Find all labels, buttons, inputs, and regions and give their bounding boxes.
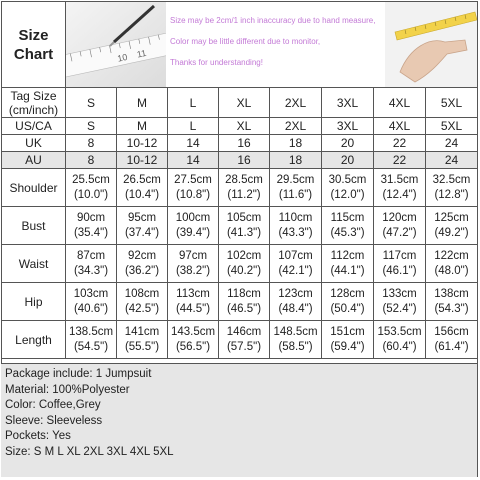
- waist-inch: (42.1"): [278, 264, 313, 277]
- uk-value: 14: [168, 135, 219, 152]
- length-label: Length: [2, 321, 66, 359]
- shoulder-cm: 31.5cm: [380, 173, 419, 186]
- hip-cm: 138cm: [434, 287, 469, 300]
- hip-cm: 108cm: [124, 287, 160, 300]
- au-value: 10-12: [117, 152, 168, 169]
- bust-inch: (49.2"): [434, 226, 469, 239]
- waist-cm: 122cm: [434, 249, 469, 262]
- au-value: 16: [219, 152, 270, 169]
- length-cm: 156cm: [434, 325, 469, 338]
- tag-size-l: L: [168, 88, 219, 118]
- uk-value: 8: [66, 135, 117, 152]
- waist-cm: 102cm: [226, 249, 262, 262]
- waist-inch: (46.1"): [382, 264, 417, 277]
- length-inch: (57.5"): [226, 340, 262, 353]
- length-inch: (60.4"): [382, 340, 417, 353]
- waist-cm: 97cm: [178, 249, 208, 262]
- bust-cell: [322, 207, 374, 245]
- waist-cm: 92cm: [127, 249, 157, 262]
- shoulder-label: Shoulder: [2, 169, 66, 207]
- shoulder-inch: (12.8"): [434, 188, 469, 201]
- waist-cell: [117, 245, 168, 283]
- bust-cm: 105cm: [226, 211, 262, 224]
- hip-cell: [322, 283, 374, 321]
- waist-cell: [426, 245, 478, 283]
- waist-cm: 117cm: [382, 249, 417, 262]
- tag-size-m: M: [117, 88, 168, 118]
- uk-row: [2, 135, 478, 152]
- shoulder-cell: [219, 169, 270, 207]
- shoulder-cm: 30.5cm: [328, 173, 367, 186]
- shoulder-inch: (11.2"): [227, 188, 261, 201]
- waist-cell: [219, 245, 270, 283]
- bust-cell: [117, 207, 168, 245]
- shoulder-cm: 27.5cm: [174, 173, 212, 186]
- shoulder-row: [2, 169, 478, 207]
- shoulder-cm: 29.5cm: [276, 173, 315, 186]
- waist-cell: [168, 245, 219, 283]
- hip-cell: [117, 283, 168, 321]
- size-chart-table: [1, 1, 478, 359]
- hip-cm: 128cm: [330, 287, 365, 300]
- au-value: 20: [322, 152, 374, 169]
- tag-size-3xl: 3XL: [322, 88, 374, 118]
- au-value: 18: [270, 152, 322, 169]
- bust-inch: (45.3"): [330, 226, 365, 239]
- measurement-notes: [170, 10, 375, 73]
- bust-cell: [270, 207, 322, 245]
- us-ca-value: L: [168, 118, 219, 135]
- ruler-number-10: 10: [116, 51, 129, 64]
- length-inch: (54.5"): [73, 340, 109, 353]
- uk-value: 18: [270, 135, 322, 152]
- bust-inch: (47.2"): [382, 226, 417, 239]
- tag-size-5xl: 5XL: [426, 88, 478, 118]
- pockets-line: Pockets: Yes: [5, 430, 71, 442]
- size-chart-title: [2, 2, 66, 88]
- waist-cm: 87cm: [76, 249, 106, 262]
- us-ca-value: 2XL: [270, 118, 322, 135]
- uk-value: 24: [426, 135, 478, 152]
- tag-size-label: Tag Size (cm/inch): [2, 88, 66, 118]
- length-inch: (59.4"): [330, 340, 365, 353]
- shoulder-cm: 28.5cm: [225, 173, 263, 186]
- hip-cm: 133cm: [382, 287, 417, 300]
- note-line-3: Thanks for understanding!: [170, 58, 263, 67]
- length-cell: [66, 321, 117, 359]
- uk-value: 10-12: [117, 135, 168, 152]
- hip-cell: [270, 283, 322, 321]
- length-cm: 138.5cm: [68, 325, 114, 338]
- hip-inch: (54.3"): [434, 302, 469, 315]
- product-details: [1, 363, 477, 477]
- shoulder-inch: (10.4"): [124, 188, 160, 201]
- length-cell: [168, 321, 219, 359]
- au-value: 24: [426, 152, 478, 169]
- length-cm: 151cm: [330, 325, 365, 338]
- shoulder-cm: 32.5cm: [432, 173, 471, 186]
- bust-row: [2, 207, 478, 245]
- length-cm: 148.5cm: [273, 325, 318, 338]
- waist-inch: (48.0"): [434, 264, 469, 277]
- bust-cell: [426, 207, 478, 245]
- bust-cell: [66, 207, 117, 245]
- length-cell: [117, 321, 168, 359]
- shoulder-cell: [374, 169, 426, 207]
- waist-inch: (38.2"): [175, 264, 211, 277]
- au-label: AU: [2, 152, 66, 169]
- note-line-1: Size may be 2cm/1 inch inaccuracy due to hand measure,: [170, 16, 376, 25]
- us-ca-value: 4XL: [374, 118, 426, 135]
- hip-cm: 123cm: [278, 287, 313, 300]
- length-cell: [426, 321, 478, 359]
- tape-measure-hand-icon: [385, 2, 477, 87]
- waist-inch: (40.2"): [226, 264, 262, 277]
- bust-cell: [168, 207, 219, 245]
- length-inch: (61.4"): [434, 340, 469, 353]
- hip-cm: 103cm: [73, 287, 109, 300]
- uk-value: 16: [219, 135, 270, 152]
- waist-cell: [374, 245, 426, 283]
- length-inch: (56.5"): [175, 340, 211, 353]
- length-cm: 141cm: [124, 325, 160, 338]
- shoulder-inch: (12.4"): [382, 188, 417, 201]
- bust-inch: (37.4"): [124, 226, 160, 239]
- shoulder-cell: [270, 169, 322, 207]
- header-banner: [66, 2, 478, 88]
- bust-cm: 120cm: [382, 211, 417, 224]
- au-value: 8: [66, 152, 117, 169]
- au-row: [2, 152, 478, 169]
- uk-label: UK: [2, 135, 66, 152]
- title-line-2: Chart: [13, 45, 54, 63]
- hip-cell: [219, 283, 270, 321]
- hip-inch: (52.4"): [382, 302, 417, 315]
- tag-size-s: S: [66, 88, 117, 118]
- au-value: 14: [168, 152, 219, 169]
- length-cell: [322, 321, 374, 359]
- bust-inch: (43.3"): [278, 226, 313, 239]
- hip-inch: (40.6"): [73, 302, 109, 315]
- hip-label: Hip: [2, 283, 66, 321]
- hip-cell: [168, 283, 219, 321]
- length-cell: [270, 321, 322, 359]
- shoulder-inch: (11.6"): [278, 188, 313, 201]
- sizes-line: Size: S M L XL 2XL 3XL 4XL 5XL: [5, 445, 174, 458]
- bust-cm: 90cm: [76, 211, 106, 224]
- shoulder-cell: [66, 169, 117, 207]
- bust-label: Bust: [2, 207, 66, 245]
- tag-size-4xl: 4XL: [374, 88, 426, 118]
- hip-cell: [66, 283, 117, 321]
- length-inch: (55.5"): [124, 340, 160, 353]
- bust-inch: (35.4"): [73, 226, 109, 239]
- length-cm: 143.5cm: [170, 325, 216, 338]
- shoulder-cell: [168, 169, 219, 207]
- us-ca-value: M: [117, 118, 168, 135]
- length-inch: (58.5"): [278, 340, 313, 353]
- bust-inch: (41.3"): [226, 226, 262, 239]
- au-value: 22: [374, 152, 426, 169]
- length-cm: 146cm: [226, 325, 262, 338]
- hip-cm: 113cm: [176, 287, 210, 300]
- shoulder-cm: 25.5cm: [72, 173, 110, 186]
- us-ca-label: US/CA: [2, 118, 66, 135]
- hip-cell: [374, 283, 426, 321]
- tag-size-row: [2, 88, 478, 118]
- hip-inch: (50.4"): [330, 302, 365, 315]
- note-line-2: Color may be little different due to monitor,: [170, 37, 321, 46]
- color-line: Color: Coffee,Grey: [5, 399, 101, 411]
- waist-inch: (44.1"): [330, 264, 365, 277]
- ruler-illustration: [66, 2, 166, 87]
- bust-cm: 110cm: [278, 211, 313, 224]
- bust-cm: 115cm: [330, 211, 365, 224]
- bust-cell: [374, 207, 426, 245]
- us-ca-value: XL: [219, 118, 270, 135]
- us-ca-value: S: [66, 118, 117, 135]
- tag-size-2xl: 2XL: [270, 88, 322, 118]
- shoulder-inch: (10.8"): [175, 188, 211, 201]
- shoulder-inch: (12.0"): [330, 188, 365, 201]
- us-ca-row: [2, 118, 478, 135]
- waist-cell: [322, 245, 374, 283]
- bust-cell: [219, 207, 270, 245]
- hip-cell: [426, 283, 478, 321]
- length-cm: 153.5cm: [377, 325, 422, 338]
- waist-row: [2, 245, 478, 283]
- bust-cm: 100cm: [175, 211, 211, 224]
- tag-size-xl: XL: [219, 88, 270, 118]
- waist-label: Waist: [2, 245, 66, 283]
- hip-inch: (44.5"): [175, 302, 211, 315]
- us-ca-value: 3XL: [322, 118, 374, 135]
- uk-value: 20: [322, 135, 374, 152]
- waist-inch: (36.2"): [124, 264, 160, 277]
- us-ca-value: 5XL: [426, 118, 478, 135]
- hip-cm: 118cm: [227, 287, 261, 300]
- waist-cell: [66, 245, 117, 283]
- shoulder-cell: [426, 169, 478, 207]
- bust-cm: 95cm: [127, 211, 157, 224]
- waist-cm: 107cm: [278, 249, 313, 262]
- waist-cell: [270, 245, 322, 283]
- uk-value: 22: [374, 135, 426, 152]
- material-line: Material: 100%Polyester: [5, 383, 130, 396]
- hip-inch: (48.4"): [278, 302, 313, 315]
- package-line: Package include: 1 Jumpsuit: [5, 368, 152, 380]
- bust-cm: 125cm: [434, 211, 469, 224]
- hip-inch: (42.5"): [124, 302, 160, 315]
- shoulder-cell: [322, 169, 374, 207]
- hip-inch: (46.5"): [226, 302, 262, 315]
- length-cell: [219, 321, 270, 359]
- shoulder-cm: 26.5cm: [123, 173, 161, 186]
- shoulder-cell: [117, 169, 168, 207]
- waist-inch: (34.3"): [73, 264, 109, 277]
- length-row: [2, 321, 478, 359]
- hip-row: [2, 283, 478, 321]
- bust-inch: (39.4"): [175, 226, 211, 239]
- length-cell: [374, 321, 426, 359]
- ruler-number-11: 11: [135, 47, 148, 60]
- title-line-1: Size: [18, 26, 49, 44]
- waist-cm: 112cm: [330, 249, 365, 262]
- sleeve-line: Sleeve: Sleeveless: [5, 414, 103, 427]
- shoulder-inch: (10.0"): [73, 188, 109, 201]
